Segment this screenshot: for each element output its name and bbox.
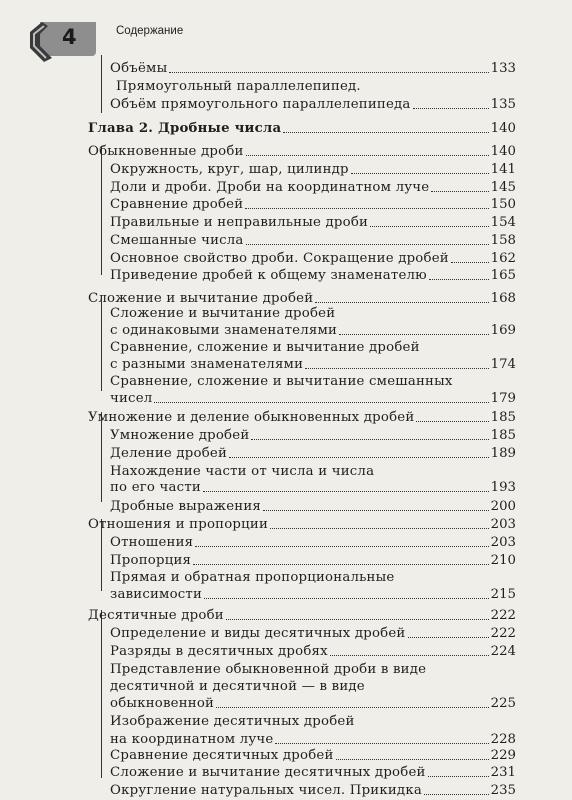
entry-title: Основное свойство дроби. Сокращение дробей <box>110 251 449 266</box>
entry-page: 174 <box>490 357 516 372</box>
toc-section <box>88 409 516 426</box>
toc-entry <box>110 60 516 77</box>
toc-entry <box>110 96 516 113</box>
entry-title: обыкновенной <box>110 696 215 711</box>
section-bar <box>101 55 102 113</box>
entry-page: 185 <box>490 428 516 443</box>
toc-entry-line: Представление обыкновенной дроби в виде <box>110 662 427 677</box>
entry-title: Деление дробей <box>110 446 228 461</box>
toc-section <box>88 143 516 160</box>
entry-title: Умножение дробей <box>110 428 250 443</box>
toc-entry-line: десятичной и десятичной — в виде <box>110 679 365 694</box>
entry-title: Дробные выражения <box>110 499 261 514</box>
entry-title: по его части <box>110 480 201 495</box>
entry-page: 225 <box>490 696 516 711</box>
entry-title: с разными знаменателями <box>110 357 304 372</box>
entry-page: 162 <box>490 251 516 266</box>
entry-title: Объёмы <box>110 61 168 76</box>
entry-page: 133 <box>490 61 516 76</box>
entry-page: 140 <box>490 121 516 136</box>
toc-entry <box>110 445 516 462</box>
section-bar <box>101 610 102 778</box>
toc-entry <box>110 356 516 373</box>
entry-page: 189 <box>490 446 516 461</box>
toc-entry <box>110 214 516 231</box>
toc-entry <box>110 764 516 781</box>
toc-section <box>88 516 516 533</box>
entry-page: 165 <box>490 268 516 283</box>
entry-title: Разряды в десятичных дробях <box>110 644 328 659</box>
section-title: Отношения и пропорции <box>88 517 269 532</box>
toc-entry <box>110 250 516 267</box>
chapter-title: Глава 2. Дробные числа <box>88 121 282 136</box>
toc-entry <box>110 232 516 249</box>
entry-title: Правильные и неправильные дроби <box>110 215 369 230</box>
toc-entry-line: Сложение и вычитание дробей <box>110 306 336 321</box>
entry-title: Округление натуральных чисел. Прикидка <box>110 783 422 798</box>
entry-page: 200 <box>490 499 516 514</box>
toc-entry <box>110 267 516 284</box>
section-bar <box>101 295 102 391</box>
toc-entry-line: Прямая и обратная пропорциональные <box>110 570 395 585</box>
entry-title: Сравнение десятичных дробей <box>110 748 334 763</box>
toc-entry <box>110 479 516 496</box>
section-title: Сложение и вычитание дробей <box>88 291 314 306</box>
entry-page: 222 <box>490 608 516 623</box>
entry-page: 168 <box>490 291 516 306</box>
toc-entry <box>110 747 516 764</box>
entry-title: Определение и виды десятичных дробей <box>110 626 406 641</box>
entry-title: Смешанные числа <box>110 233 244 248</box>
entry-title: чисел <box>110 391 153 406</box>
entry-title: Отношения <box>110 535 194 550</box>
entry-page: 135 <box>490 97 516 112</box>
entry-page: 215 <box>490 587 516 602</box>
running-head: Содержание <box>116 25 184 37</box>
section-bar <box>101 146 102 275</box>
toc-chapter <box>88 120 516 137</box>
toc-entry <box>110 390 516 407</box>
entry-page: 235 <box>490 783 516 798</box>
entry-page: 158 <box>490 233 516 248</box>
entry-page: 193 <box>490 480 516 495</box>
toc-entry <box>110 498 516 515</box>
entry-title: Пропорция <box>110 553 192 568</box>
entry-title: Приведение дробей к общему знаменателю <box>110 268 427 283</box>
entry-page: 228 <box>490 732 516 747</box>
entry-title: Окружность, круг, шар, цилиндр <box>110 162 349 177</box>
entry-page: 222 <box>490 626 516 641</box>
toc-entry <box>110 196 516 213</box>
page-number: 4 <box>62 25 77 49</box>
toc-entry <box>110 731 516 748</box>
entry-title: Сравнение дробей <box>110 197 244 212</box>
toc-entry <box>110 625 516 642</box>
entry-page: 154 <box>490 215 516 230</box>
toc-entry <box>110 552 516 569</box>
entry-page: 141 <box>490 162 516 177</box>
toc-entry <box>110 179 516 196</box>
entry-title: с одинаковыми знаменателями <box>110 323 338 338</box>
toc-entry-line: Сравнение, сложение и вычитание смешанных <box>110 374 453 389</box>
entry-page: 179 <box>490 391 516 406</box>
entry-page: 203 <box>490 517 516 532</box>
section-title: Обыкновенные дроби <box>88 144 244 159</box>
toc-entry <box>110 427 516 444</box>
toc-entry-line: Прямоугольный параллелепипед. <box>116 79 361 94</box>
toc-entry <box>110 534 516 551</box>
entry-page: 203 <box>490 535 516 550</box>
toc-entry <box>110 586 516 603</box>
entry-page: 150 <box>490 197 516 212</box>
toc-entry-line: Нахождение части от числа и числа <box>110 464 375 479</box>
toc-entry <box>110 695 516 712</box>
section-title: Умножение и деление обыкновенных дробей <box>88 410 415 425</box>
section-title: Десятичные дроби <box>88 608 224 623</box>
entry-title: Доли и дроби. Дроби на координатном луче <box>110 180 430 195</box>
entry-title: на координатном луче <box>110 732 274 747</box>
entry-page: 229 <box>490 748 516 763</box>
toc-entry <box>110 322 516 339</box>
toc-entry <box>110 161 516 178</box>
entry-page: 185 <box>490 410 516 425</box>
entry-page: 231 <box>490 765 516 780</box>
entry-title: Объём прямоугольного параллелепипеда <box>110 97 411 112</box>
toc-section <box>88 607 516 624</box>
entry-page: 145 <box>490 180 516 195</box>
toc-entry-line: Изображение десятичных дробей <box>110 714 355 729</box>
entry-title: зависимости <box>110 587 203 602</box>
toc-entry <box>110 782 516 799</box>
entry-page: 224 <box>490 644 516 659</box>
toc-entry <box>110 643 516 660</box>
entry-page: 169 <box>490 323 516 338</box>
entry-title: Сложение и вычитание десятичных дробей <box>110 765 426 780</box>
toc-entry-line: Сравнение, сложение и вычитание дробей <box>110 340 420 355</box>
entry-page: 210 <box>490 553 516 568</box>
entry-page: 140 <box>490 144 516 159</box>
